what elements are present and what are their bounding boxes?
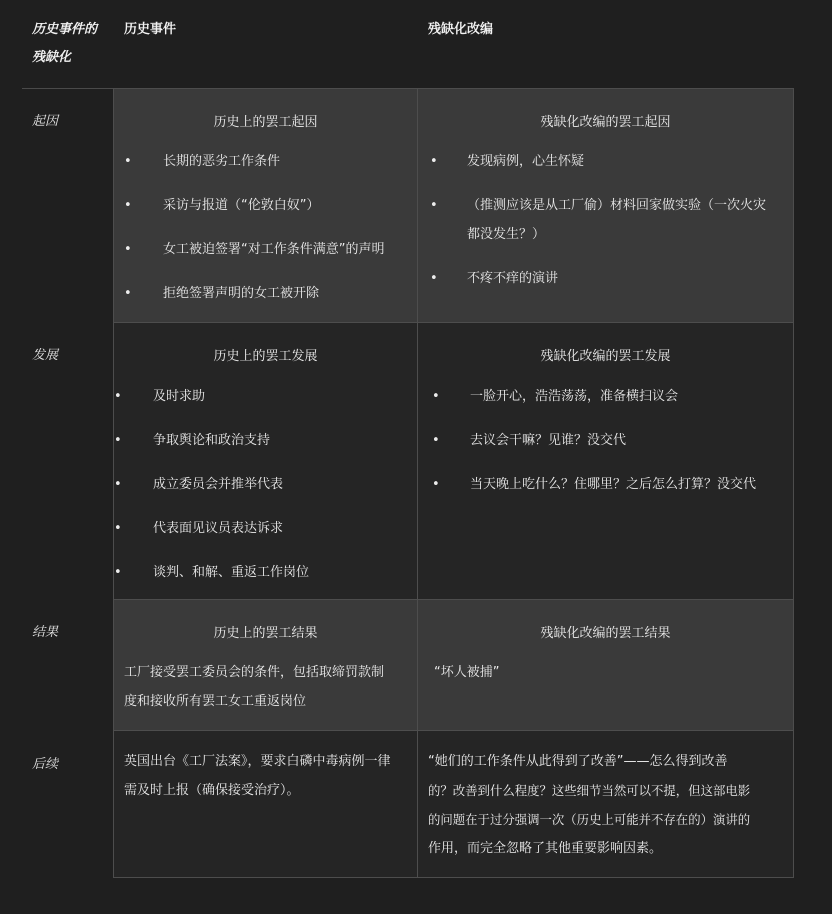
cell-cause-history: [113, 88, 418, 323]
bullet-icon: •: [114, 433, 122, 448]
list-item-text: 争取舆论和政治支持: [153, 433, 271, 448]
bullet-icon: •: [114, 521, 122, 536]
list-item-text: 都没发生？）: [467, 227, 546, 242]
header-col-adaptation: 残缺化改编: [428, 22, 494, 37]
header-col-event-fragmentation: [32, 16, 97, 72]
list-item-text: （推测应该是从工厂偷）材料回家做实验（一次火灾: [467, 198, 767, 213]
list-item-text: 当天晚上吃什么？住哪里？之后怎么打算？没交代: [470, 477, 757, 492]
bullet-icon: •: [430, 198, 438, 213]
list-item-text: 不疼不痒的演讲: [467, 271, 559, 286]
list-item-text: 及时求助: [153, 389, 206, 404]
paragraph-line: “她们的工作条件从此得到了改善”——怎么得到改善: [428, 754, 728, 769]
cell-title: 历史上的罢工结果: [213, 626, 318, 641]
cell-development-adaptation: [417, 322, 794, 600]
cell-title: 残缺化改编的罢工起因: [540, 115, 671, 130]
bullet-icon: •: [124, 198, 132, 213]
bullet-icon: •: [124, 154, 132, 169]
bullet-icon: •: [124, 242, 132, 257]
bullet-icon: •: [432, 389, 440, 404]
paragraph-line: 工厂接受罢工委员会的条件，包括取缔罚款制: [124, 665, 385, 680]
row-label-result: 结果: [32, 625, 59, 640]
cell-title: 历史上的罢工起因: [213, 115, 318, 130]
bullet-icon: •: [114, 389, 122, 404]
paragraph-line: 作用，而完全忽略了其他重要影响因素。: [428, 841, 663, 856]
list-item-text: 采访与报道（“伦敦白奴”）: [163, 198, 320, 213]
cell-title: 历史上的罢工发展: [213, 349, 318, 364]
paragraph-line: 的？改善到什么程度？这些细节当然可以不提，但这部电影: [428, 783, 751, 798]
list-item-text: 去议会干嘛？见谁？没交代: [470, 433, 627, 448]
bullet-icon: •: [124, 286, 132, 301]
header-col-history: 历史事件: [124, 22, 177, 37]
header-col0-line1: 历史事件的: [32, 22, 98, 37]
bullet-icon: •: [430, 154, 438, 169]
bullet-icon: •: [114, 565, 122, 580]
bullet-icon: •: [430, 271, 438, 286]
list-item-text: 拒绝签署声明的女工被开除: [163, 286, 320, 301]
cell-result-history: [113, 599, 418, 731]
list-item-text: 女工被迫签署“对工作条件满意”的声明: [163, 242, 385, 257]
paragraph-line: 度和接收所有罢工女工重返岗位: [124, 694, 307, 709]
list-item-text: 谈判、和解、重返工作岗位: [153, 565, 310, 580]
bullet-icon: •: [432, 433, 440, 448]
paragraph-line: 需及时上报（确保接受治疗）。: [124, 783, 300, 798]
list-item-text: 长期的恶劣工作条件: [163, 154, 281, 169]
header-col0-line2: 残缺化: [32, 50, 72, 65]
cell-title: 残缺化改编的罢工结果: [540, 626, 671, 641]
list-item-text: 发现病例，心生怀疑: [467, 154, 585, 169]
cell-title: 残缺化改编的罢工发展: [540, 349, 671, 364]
cell-development-history: [113, 322, 418, 600]
row-label-development: 发展: [32, 348, 59, 363]
paragraph-line: 的问题在于过分强调一次（历史上可能并不存在的）演讲的: [428, 812, 751, 827]
row-label-cause: 起因: [32, 114, 59, 129]
cell-aftermath-adaptation: [417, 730, 794, 878]
paragraph-line: “坏人被捕”: [434, 665, 500, 680]
list-item-text: 成立委员会并推举代表: [153, 477, 284, 492]
bullet-icon: •: [114, 477, 122, 492]
row-label-aftermath: 后续: [32, 757, 59, 772]
bullet-icon: •: [432, 477, 440, 492]
cell-result-adaptation: [417, 599, 794, 731]
list-item-text: 代表面见议员表达诉求: [153, 521, 284, 536]
cell-cause-adaptation: [417, 88, 794, 323]
list-item-text: 一脸开心，浩浩荡荡，准备横扫议会: [470, 389, 679, 404]
paragraph-line: 英国出台《工厂法案》，要求白磷中毒病例一律: [124, 754, 391, 769]
cell-aftermath-history: [113, 730, 418, 878]
